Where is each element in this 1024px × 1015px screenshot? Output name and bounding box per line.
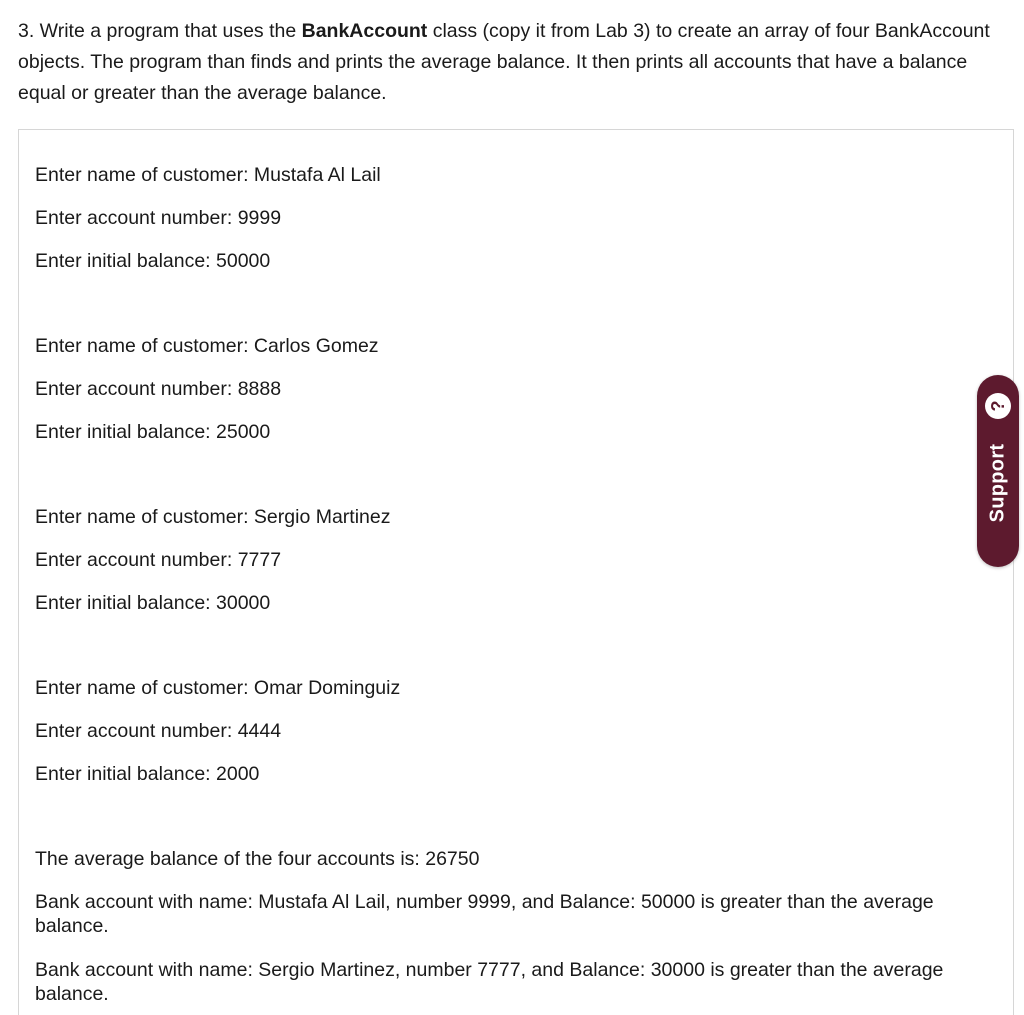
question-class-name: BankAccount — [301, 20, 428, 42]
account-number-prompt: Enter account number: 9999 — [35, 207, 282, 229]
average-balance-line: The average balance of the four accounts is: 26750 — [35, 848, 480, 870]
initial-balance-prompt: Enter initial balance: 50000 — [35, 250, 271, 272]
question-icon: ? — [985, 393, 1011, 419]
account-number-prompt: Enter account number: 8888 — [35, 378, 282, 400]
average-result — [35, 847, 479, 871]
question-text — [18, 16, 1018, 109]
above-average-account: Bank account with name: Sergio Martinez, number 7777, and Balance: 30000 is greater than the average balance. — [35, 959, 944, 1005]
customer-name-prompt: Enter name of customer: Mustafa Al Lail — [35, 164, 381, 186]
initial-balance-prompt: Enter initial balance: 2000 — [35, 763, 260, 785]
initial-balance-prompt: Enter initial balance: 25000 — [35, 421, 271, 443]
support-label: Support — [986, 443, 1009, 523]
question-prefix: 3. Write a program that uses the — [18, 20, 302, 42]
above-average-account: Bank account with name: Mustafa Al Lail, number 9999, and Balance: 50000 is greater than the average balance. — [35, 891, 934, 937]
account-number-prompt: Enter account number: 7777 — [35, 549, 282, 571]
question-suffix: class (copy it from Lab 3) to create an array of four BankAccount objects. The program than finds and prints the average balance. It then prints all accounts that have a balance equal or greater than the average balance. — [18, 20, 990, 104]
customer-entry-1 — [35, 163, 381, 273]
customer-entry-2 — [35, 334, 379, 444]
support-button[interactable] — [977, 375, 1019, 567]
customer-name-prompt: Enter name of customer: Omar Dominguiz — [35, 677, 401, 699]
initial-balance-prompt: Enter initial balance: 30000 — [35, 592, 271, 614]
customer-entry-3 — [35, 505, 391, 615]
account-number-prompt: Enter account number: 4444 — [35, 720, 282, 742]
customer-entry-4 — [35, 676, 400, 786]
result-line-1 — [35, 890, 1001, 938]
program-output — [18, 129, 1014, 1015]
customer-name-prompt: Enter name of customer: Carlos Gomez — [35, 335, 379, 357]
customer-name-prompt: Enter name of customer: Sergio Martinez — [35, 506, 391, 528]
result-line-2 — [35, 958, 1001, 1006]
